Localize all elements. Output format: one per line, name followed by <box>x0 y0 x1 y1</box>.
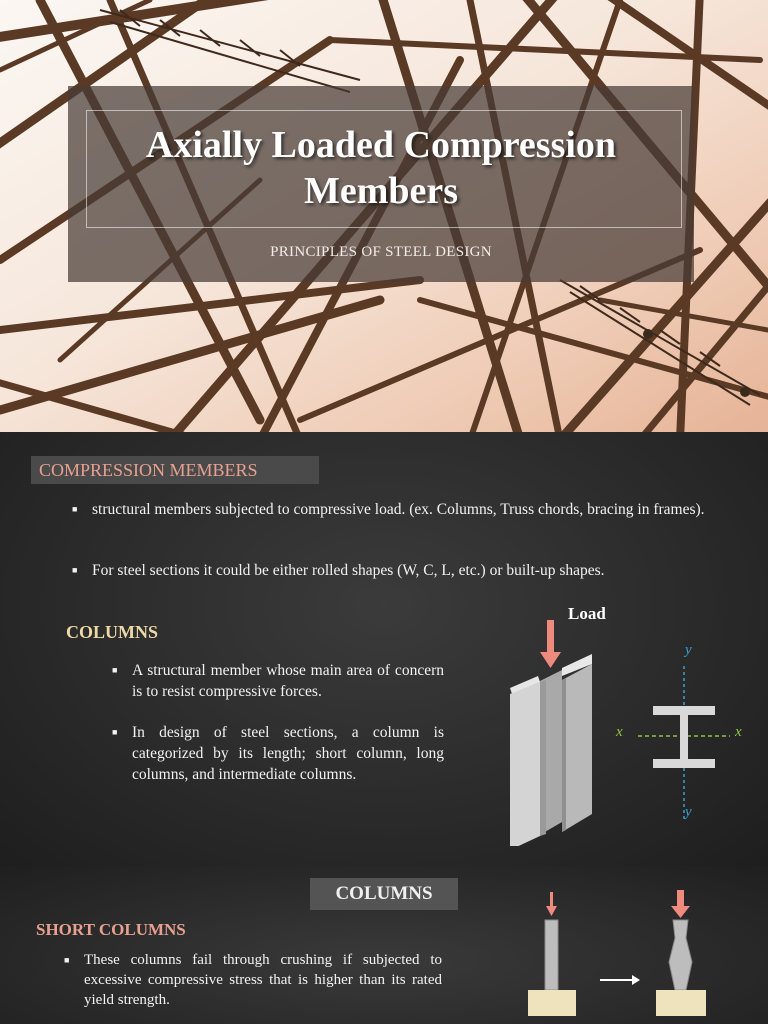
slide-main-title: Axially Loaded Compression Members <box>145 124 617 212</box>
columns-banner: COLUMNS <box>310 878 458 910</box>
bullet-text: A structural member whose main area of concern is to resist compressive forces. <box>132 662 444 700</box>
compression-members-slide <box>0 432 768 866</box>
axis-label-x-right: x <box>735 724 742 740</box>
bullet-item <box>112 722 444 785</box>
axis-label-y-top: y <box>685 642 692 658</box>
bullet-text: In design of steel sections, a column is categorized by its length; short column, long columns, and intermediate columns. <box>132 724 444 783</box>
i-beam-column-figure <box>500 610 610 846</box>
load-arrow-icon <box>540 620 561 668</box>
axis-label-x-left: x <box>616 724 623 740</box>
arrow-right-icon <box>600 975 640 985</box>
bullet-text: structural members subjected to compressive load. (ex. Columns, Truss chords, bracing in frames). <box>92 501 705 518</box>
bullet-square-icon: ■ <box>112 665 118 675</box>
short-columns-slide <box>0 866 768 1024</box>
bullet-square-icon: ■ <box>112 727 118 737</box>
axis-label-y-bottom: y <box>685 804 692 820</box>
bullet-item <box>64 950 442 1010</box>
load-arrow-icon <box>671 890 690 918</box>
bullet-square-icon: ■ <box>72 565 78 575</box>
columns-heading: COLUMNS <box>66 622 159 642</box>
slide-subtitle: PRINCIPLES OF STEEL DESIGN <box>270 244 492 260</box>
bullet-square-icon: ■ <box>64 955 70 965</box>
bullet-text: For steel sections it could be either rolled shapes (W, C, L, etc.) or built-up shapes. <box>92 562 605 579</box>
short-column-crushing-figure <box>520 886 720 1024</box>
load-arrow-icon <box>546 892 557 916</box>
bullet-text: These columns fail through crushing if subjected to excessive compressive stress that is higher than its rated yield strength. <box>84 952 442 1008</box>
bullet-item <box>112 660 444 702</box>
bullet-square-icon: ■ <box>72 504 78 514</box>
compression-members-heading: COMPRESSION MEMBERS <box>31 456 319 484</box>
title-slide <box>0 0 768 432</box>
bullet-item <box>72 499 706 520</box>
load-label: Load <box>568 604 606 623</box>
bullet-item <box>72 560 732 581</box>
short-columns-heading: SHORT COLUMNS <box>36 920 186 939</box>
